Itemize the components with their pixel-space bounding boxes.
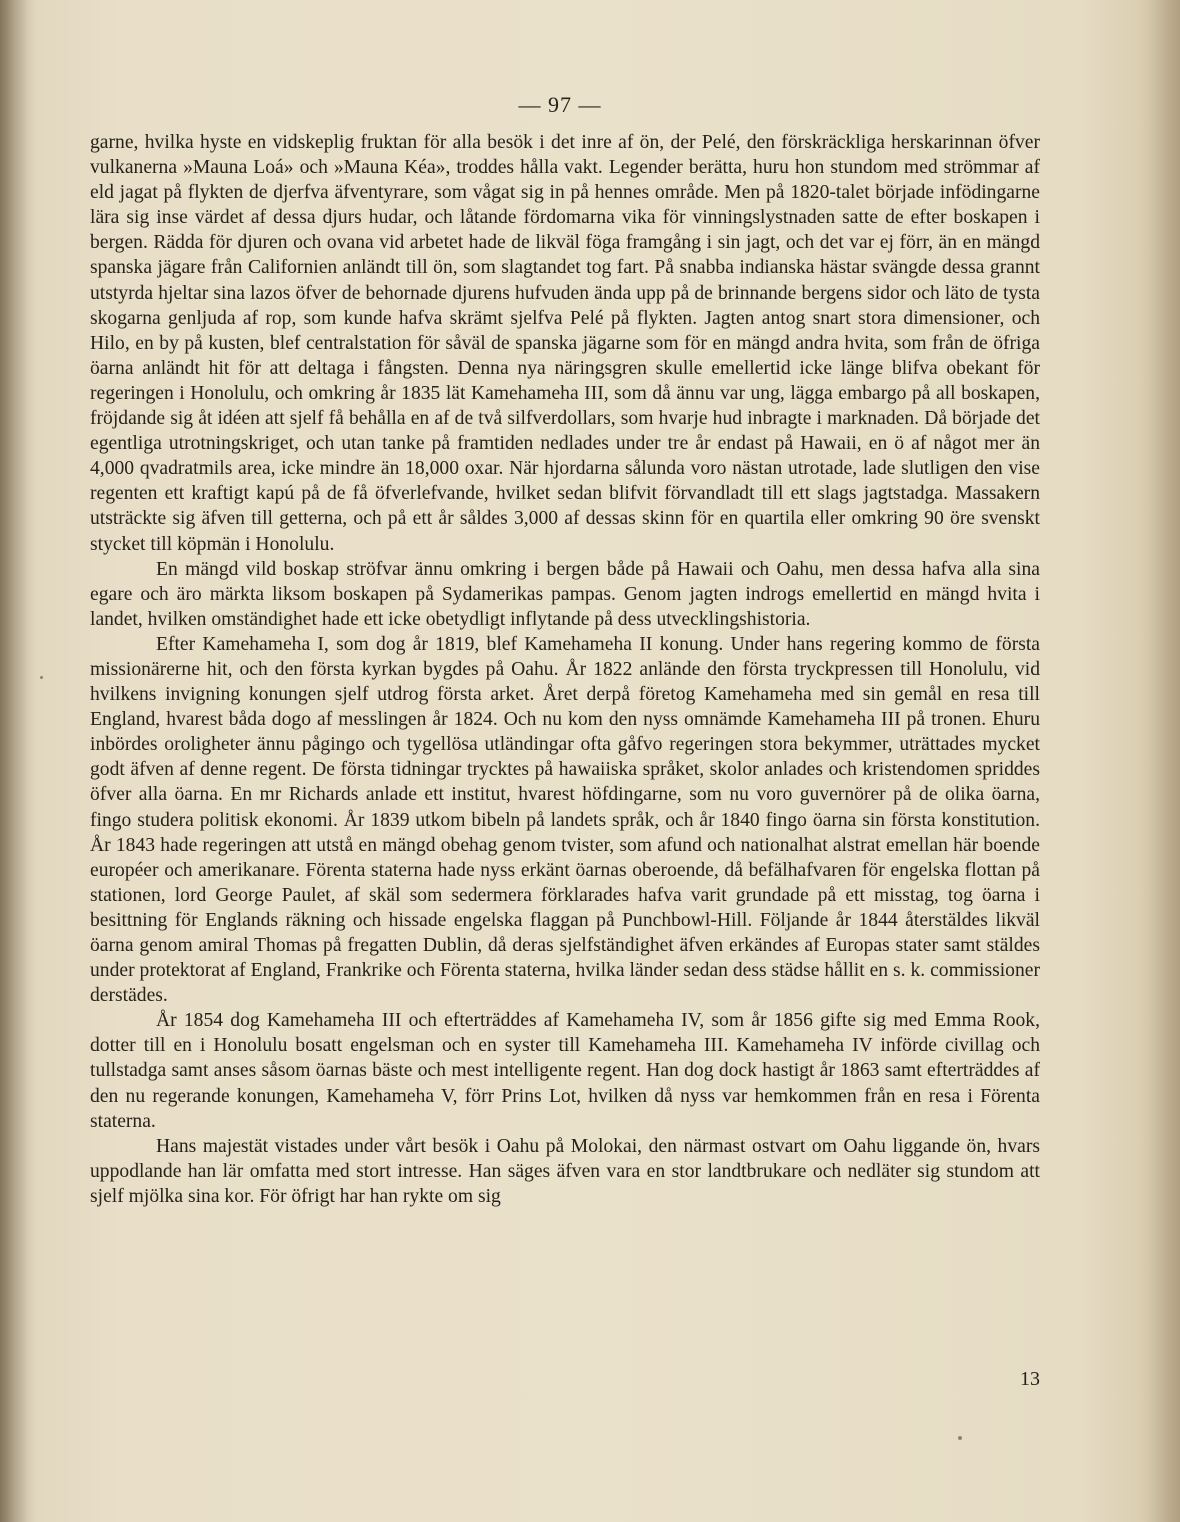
page-number: — 97 — xyxy=(518,92,602,117)
paragraph: En mängd vild boskap ströfvar ännu omkring i bergen både på Hawaii och Oahu, men dessa hafva alla sina egare och äro märkta liksom boskapen på Sydamerikas pampas. Genom jagten indrogs emellertid en mängd hvita i landet, hvilken omständighet hade ett icke obetydligt inflytande på dess utvecklingshistoria. xyxy=(90,558,1040,630)
spine-shadow xyxy=(0,0,28,1522)
paragraph: Hans majestät vistades under vårt besök i Oahu på Molokai, den närmast ostvart om Oahu liggande ön, hvars uppodlande han lär omfatta med stort intresse. Han säges äfven vara en stor landtbrukare och nedläter sig stundom att sjelf mjölka sina kor. För öfrigt har han rykte om sig xyxy=(90,1135,1040,1207)
paragraph: Efter Kamehameha I, som dog år 1819, blef Kamehameha II konung. Under hans regering kommo de första missionärerne hit, och den första kyrkan bygdes på Oahu. År 1822 anlände den första tryckpressen till Honolulu, vid hvilkens invigning konungen sjelf utdrog första arket. Året derpå företog Kamehameha med sin gemål en resa till England, hvarest båda dogo af messlingen år 1824. Och nu kom den nyss omnämde Kamehameha III på tronen. Ehuru inbördes oroligheter ännu pågingo och tygellösa utländingar ofta gåfvo regeringen stora bekymmer, uträttades mycket godt äfven af denne regent. De första tidningar trycktes på hawaiiska språket, skolor anlades och kristendomen spriddes öfver alla öarna. En mr Richards anlade ett institut, hvarest höfdingarne, som nu voro guvernörer på de olika öarna, fingo studera politisk ekonomi. År 1839 utkom bibeln på landets språk, och år 1840 fingo öarna sin första konstitution. År 1843 hade regeringen att utstå en mängd obehag genom tvister, som afund och nationalhat alstrat emellan här boende européer och amerikanare. Förenta staterna hade nyss erkänt öarnas oberoende, då befälhafvaren för engelska flottan på stationen, lord George Paulet, af skäl som sedermera förklarades hafva varit grundade på ett misstag, tog öarna i besittning för Englands räkning och hissade engelska flaggan på Punchbowl-Hill. Följande år 1844 återstäldes likväl öarna genom amiral Thomas på fregatten Dublin, då deras sjelfständighet äfven erkändes af Europas stater samt stäldes under protektorat af England, Frankrike och Förenta staterna, hvilka länder sedan dess städse hållit en s. k. commissioner derstädes. xyxy=(90,633,1040,1007)
paragraph: garne, hvilka hyste en vidskeplig fruktan för alla besök i det inre af ön, der Pelé, den förskräckliga herskarinnan öfver vulkanerna »Mauna Loá» och »Mauna Kéa», troddes hålla vakt. Legender berätta, huru hon stundom med strömmar af eld jagat på flykten de djerfva äfventyrare, som vågat sig in på hennes område. Men på 1820-talet började infödingarne lära sig inse värdet af dessa djurs hudar, och låtande fördomarna vika för vinningslystnaden satte de efter boskapen i bergen. Rädda för djuren och ovana vid arbetet hade de likväl föga framgång i sin jagt, och det var ej förr, än en mängd spanska jägare från Californien anländt till ön, som slagtandet tog fart. På snabba indianska hästar svängde dessa grannt utstyrda hjeltar sina lazos öfver de behornade djurens hufvuden ända upp på de brinnande bergens sidor och läto de tysta skogarna genljuda af rop, som kunde hafva skrämt sjelfva Pelé på flykten. Jagten antog snart stora dimensioner, och Hilo, en by på kusten, blef centralstation för såväl de spanska jägarne som för en mängd andra hvita, som från de öfriga öarna anländt hit för att deltaga i fångsten. Denna nya näringsgren skulle emellertid icke länge blifva obekant för regeringen i Honolulu, och omkring år 1835 lät Kamehameha III, som då ännu var ung, lägga embargo på all boskapen, fröjdande sig åt idéen att sjelf få behålla en af de två silfverdollars, som hvarje hud inbragte i marknaden. Då började det egentliga utrotningskriget, och utan tanke på framtiden nedlades under tre år endast på Hawaii, en ö af något mer än 4,000 qvadratmils area, icke mindre än 18,000 oxar. När hjordarna sålunda voro nästan utrotade, lade slutligen den vise regenten ett kraftigt kapú på de få öfverlefvande, hvilket sedan blifvit förvandladt till ett slags jagtstadga. Massakern utsträckte sig äfven till getterna, och på ett år såldes 3,000 af dessas skinn för en quartila eller omkring 90 öre svenskt stycket till köpmän i Honolulu. xyxy=(90,132,1040,555)
body-text xyxy=(90,130,1040,1209)
signature-mark: 13 xyxy=(1020,1368,1040,1390)
page-edge xyxy=(1140,0,1180,1522)
paper-speck xyxy=(958,1436,962,1440)
paragraph: År 1854 dog Kamehameha III och efterträddes af Kamehameha IV, som år 1856 gifte sig med Emma Rook, dotter till en i Honolulu bosatt engelsman och en syster till Kamehameha III. Kamehameha IV införde civillag och tullstadga samt anses såsom öarnas bäste och mest intelligente regent. Han dog dock hastigt år 1863 samt efterträddes af den nu regerande konungen, Kamehameha V, förr Prins Lot, hvilken då nyss var hemkommen från en resa i Förenta staterna. xyxy=(90,1010,1040,1132)
paper-speck xyxy=(40,676,43,679)
